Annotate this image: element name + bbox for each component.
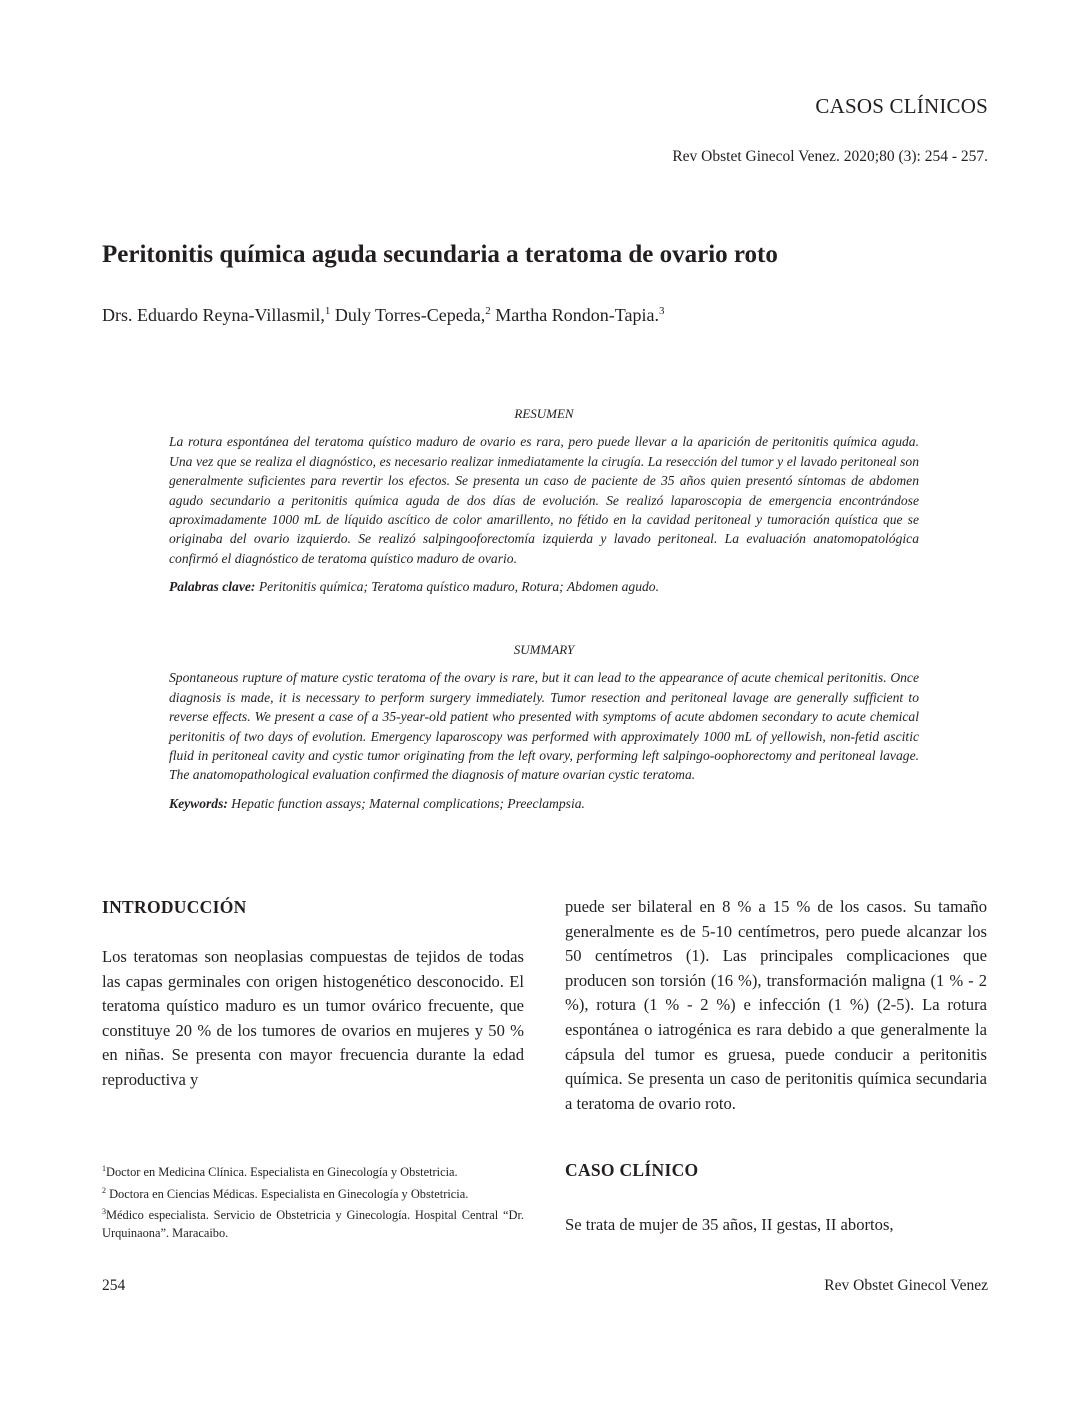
author-2: Duly Torres-Cepeda, bbox=[330, 305, 486, 325]
resumen-keywords-label: Palabras clave: bbox=[169, 579, 256, 595]
resumen-text: La rotura espontánea del teratoma quístico maduro de ovario es rara, pero puede llevar a la aparición de peritonitis química aguda. Una vez que se realiza el diagnóstico, es necesario realizar inmediatamente la cirugía. La resección del tumor y el lavado peritoneal son generalmente suficientes para revertir los efectos. Se presenta un caso de paciente de 35 años quien presentó síntomas de abdomen agudo secundario a peritonitis química aguda de dos días de evolución. Se realizó laparoscopia de emergencia encontrándose aproximadamente 1000 mL de líquido ascítico de color amarillento, no fétido en la cavidad peritoneal y tumoración quística que se originaba del ovario izquierdo. Se realizó salpingooforectomía izquierda y lavado peritoneal. La evaluación anatomopatológica confirmó el diagnóstico de teratoma quístico maduro de ovario. bbox=[169, 434, 919, 566]
caso-clinico-heading: CASO CLÍNICO bbox=[565, 1160, 699, 1180]
journal-citation: Rev Obstet Ginecol Venez. 2020;80 (3): 254 - 257. bbox=[672, 148, 988, 165]
footnotes bbox=[102, 1160, 524, 1243]
introduccion-body bbox=[102, 945, 524, 1093]
summary-heading: SUMMARY bbox=[513, 642, 575, 657]
footnote-1-text: Doctor en Medicina Clínica. Especialista en Ginecología y Obstetricia. bbox=[106, 1165, 458, 1180]
resumen-keywords-text: Peritonitis química; Teratoma quístico maduro, Rotura; Abdomen agudo. bbox=[255, 579, 659, 595]
author-2-affiliation: 2 bbox=[485, 305, 491, 317]
footnote-2 bbox=[102, 1182, 524, 1204]
summary-keywords bbox=[169, 794, 919, 813]
introduccion-paragraph-continued: puede ser bilateral en 8 % a 15 % de los casos. Su tamaño generalmente es de 5-10 centímetros, pero puede alcanzar los 50 centímetros (1). Las principales complicaciones que producen son torsión (16 %), transformación maligna (1 % - 2 %), rotura (1 % - 2 %) e infección (1 %) (2-5). La rotura espontánea o iatrogénica es rara debido a que generalmente la cápsula del tumor es gruesa, puede conducir a peritonitis química. Se presenta un caso de peritonitis química secundaria a teratoma de ovario roto. bbox=[565, 897, 987, 1113]
author-3-affiliation: 3 bbox=[658, 305, 665, 317]
summary-keywords-text: Hepatic function assays; Maternal complications; Preeclampsia. bbox=[227, 795, 585, 811]
footnote-3-text: Médico especialista. Servicio de Obstetricia y Ginecología. Hospital Central “Dr. Urquinaona”. Maracaibo. bbox=[102, 1208, 524, 1241]
resumen-section bbox=[169, 404, 919, 597]
introduccion-continuation bbox=[565, 895, 987, 1116]
footnote-3-mark: 3 bbox=[102, 1207, 106, 1217]
resumen-keywords bbox=[169, 577, 919, 596]
resumen-heading: RESUMEN bbox=[514, 406, 574, 421]
introduccion-heading: INTRODUCCIÓN bbox=[102, 897, 247, 917]
author-3: Martha Rondon-Tapia. bbox=[490, 305, 659, 325]
section-label: CASOS CLÍNICOS bbox=[815, 94, 988, 118]
page-number: 254 bbox=[102, 1277, 126, 1294]
introduccion-paragraph: Los teratomas son neoplasias compuestas de tejidos de todas las capas germinales con origen histogenético desconocido. El teratoma quístico maduro es un tumor ovárico frecuente, que constituye 20 % de los tumores de ovarios en mujeres y 50 % en niñas. Se presenta con mayor frecuencia durante la edad reproductiva y bbox=[102, 947, 524, 1089]
footer-journal: Rev Obstet Ginecol Venez bbox=[824, 1277, 988, 1294]
summary-keywords-label: Keywords: bbox=[169, 795, 228, 811]
footnote-2-mark: 2 bbox=[102, 1185, 106, 1195]
footnote-1 bbox=[102, 1160, 524, 1182]
summary-section bbox=[169, 640, 919, 813]
caso-clinico-body bbox=[565, 1213, 987, 1238]
caso-clinico-paragraph: Se trata de mujer de 35 años, II gestas, II abortos, bbox=[565, 1215, 894, 1234]
summary-text: Spontaneous rupture of mature cystic teratoma of the ovary is rare, but it can lead to the appearance of acute chemical peritonitis. Once diagnosis is made, it is necessary to perform surgery immediately. Tumor resection and peritoneal lavage are generally sufficient to reverse effects. We present a case of a 35-year-old patient who presented with symptoms of acute abdomen secondary to acute chemical peritonitis of two days of evolution. Emergency laparoscopy was performed with approximately 1000 mL of yellowish, non-fetid ascitic fluid in peritoneal cavity and cystic tumor originating from the left ovary, performing left salpingo-oophorectomy and peritoneal lavage. The anatomopathological evaluation confirmed the diagnosis of mature ovarian cystic teratoma. bbox=[169, 670, 919, 783]
article-title: Peritonitis química aguda secundaria a teratoma de ovario roto bbox=[102, 241, 778, 268]
footnote-2-text: Doctora en Ciencias Médicas. Especialista en Ginecología y Obstetricia. bbox=[106, 1186, 469, 1201]
footnote-1-mark: 1 bbox=[102, 1164, 106, 1173]
author-1-affiliation: 1 bbox=[324, 305, 331, 317]
author-1: Drs. Eduardo Reyna-Villasmil, bbox=[102, 305, 325, 325]
author-list bbox=[102, 305, 992, 326]
footnote-3 bbox=[102, 1203, 524, 1242]
